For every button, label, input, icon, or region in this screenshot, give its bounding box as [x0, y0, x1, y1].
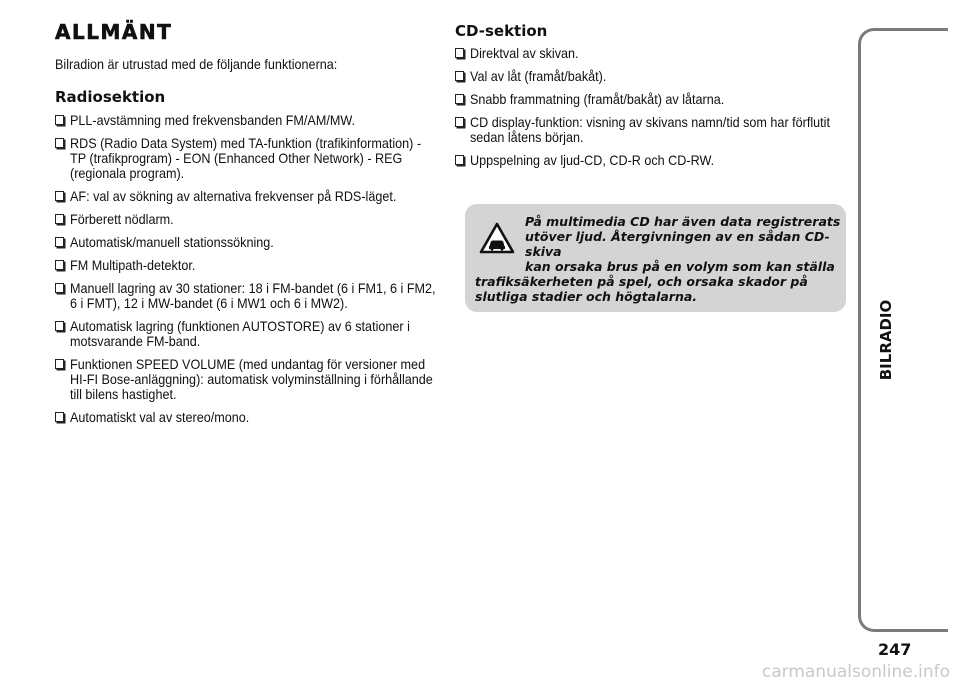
- checkbox-bullet-icon: [455, 155, 464, 165]
- page-number: 247: [878, 640, 912, 659]
- checkbox-bullet-icon: [55, 359, 64, 369]
- checkbox-bullet-icon: [455, 71, 464, 81]
- list-item: Snabb frammatning (framåt/bakåt) av låtarna.: [455, 92, 850, 107]
- list-item: Automatisk lagring (funktionen AUTOSTORE) av 6 stationer i motsvarande FM-band.: [55, 319, 440, 349]
- list-item: Automatisk/manuell stationssökning.: [55, 235, 440, 250]
- cd-section-heading: CD-sektion: [455, 22, 548, 40]
- right-column: [455, 22, 850, 176]
- list-item: AF: val av sökning av alternativa frekvenser på RDS-läget.: [55, 189, 440, 204]
- checkbox-bullet-icon: [55, 214, 64, 224]
- checkbox-bullet-icon: [55, 412, 64, 422]
- cd-feature-list: [455, 46, 850, 168]
- list-item: RDS (Radio Data System) med TA-funktion (trafikinformation) - TP (trafikprogram) - EON (Enhanced Other Network) - REG (regionala program).: [55, 136, 440, 181]
- checkbox-bullet-icon: [55, 321, 64, 331]
- warning-line: utöver ljud. Återgivningen av en sådan CD-skiva: [525, 229, 830, 259]
- list-item: PLL-avstämning med frekvensbanden FM/AM/MW.: [55, 113, 440, 128]
- warning-text: [475, 214, 841, 304]
- list-item: Automatiskt val av stereo/mono.: [55, 410, 440, 425]
- checkbox-bullet-icon: [55, 191, 64, 201]
- chapter-tab-label: BILRADIO: [877, 299, 895, 381]
- list-item: Förberett nödlarm.: [55, 212, 440, 227]
- checkbox-bullet-icon: [455, 94, 464, 104]
- intro-text: Bilradion är utrustad med de följande funktionerna:: [55, 56, 338, 72]
- warning-line: På multimedia CD har även data registrerats: [525, 214, 841, 229]
- warning-line: trafiksäkerheten på spel, och orsaka skador på slutliga stadier och högtalarna.: [475, 274, 808, 304]
- left-column: [55, 20, 440, 433]
- list-item: Funktionen SPEED VOLUME (med undantag för versioner med HI-FI Bose-anläggning): automatisk volyminställning i förhållande till bilens hastighet.: [55, 357, 440, 402]
- warning-line: kan orsaka brus på en volym som kan ställa: [525, 259, 835, 274]
- checkbox-bullet-icon: [55, 237, 64, 247]
- checkbox-bullet-icon: [55, 115, 64, 125]
- list-item: Val av låt (framåt/bakåt).: [455, 69, 850, 84]
- checkbox-bullet-icon: [55, 283, 64, 293]
- watermark: carmanualsonline.info: [761, 662, 950, 682]
- list-item: CD display-funktion: visning av skivans namn/tid som har förflutit sedan låtens början.: [455, 115, 850, 145]
- section-heading: ALLMÄNT: [55, 20, 173, 44]
- list-item: FM Multipath-detektor.: [55, 258, 440, 273]
- list-item: Manuell lagring av 30 stationer: 18 i FM-bandet (6 i FM1, 6 i FM2, 6 i FMT), 12 i MW-bandet (6 i MW1 och 6 i MW2).: [55, 281, 440, 311]
- list-item: Direktval av skivan.: [455, 46, 850, 61]
- checkbox-bullet-icon: [455, 117, 464, 127]
- radio-section-heading: Radiosektion: [55, 88, 166, 106]
- checkbox-bullet-icon: [455, 48, 464, 58]
- warning-box: [465, 204, 846, 312]
- chapter-tab: [858, 28, 948, 632]
- radio-feature-list: [55, 113, 440, 425]
- checkbox-bullet-icon: [55, 260, 64, 270]
- list-item: Uppspelning av ljud-CD, CD-R och CD-RW.: [455, 153, 850, 168]
- checkbox-bullet-icon: [55, 138, 64, 148]
